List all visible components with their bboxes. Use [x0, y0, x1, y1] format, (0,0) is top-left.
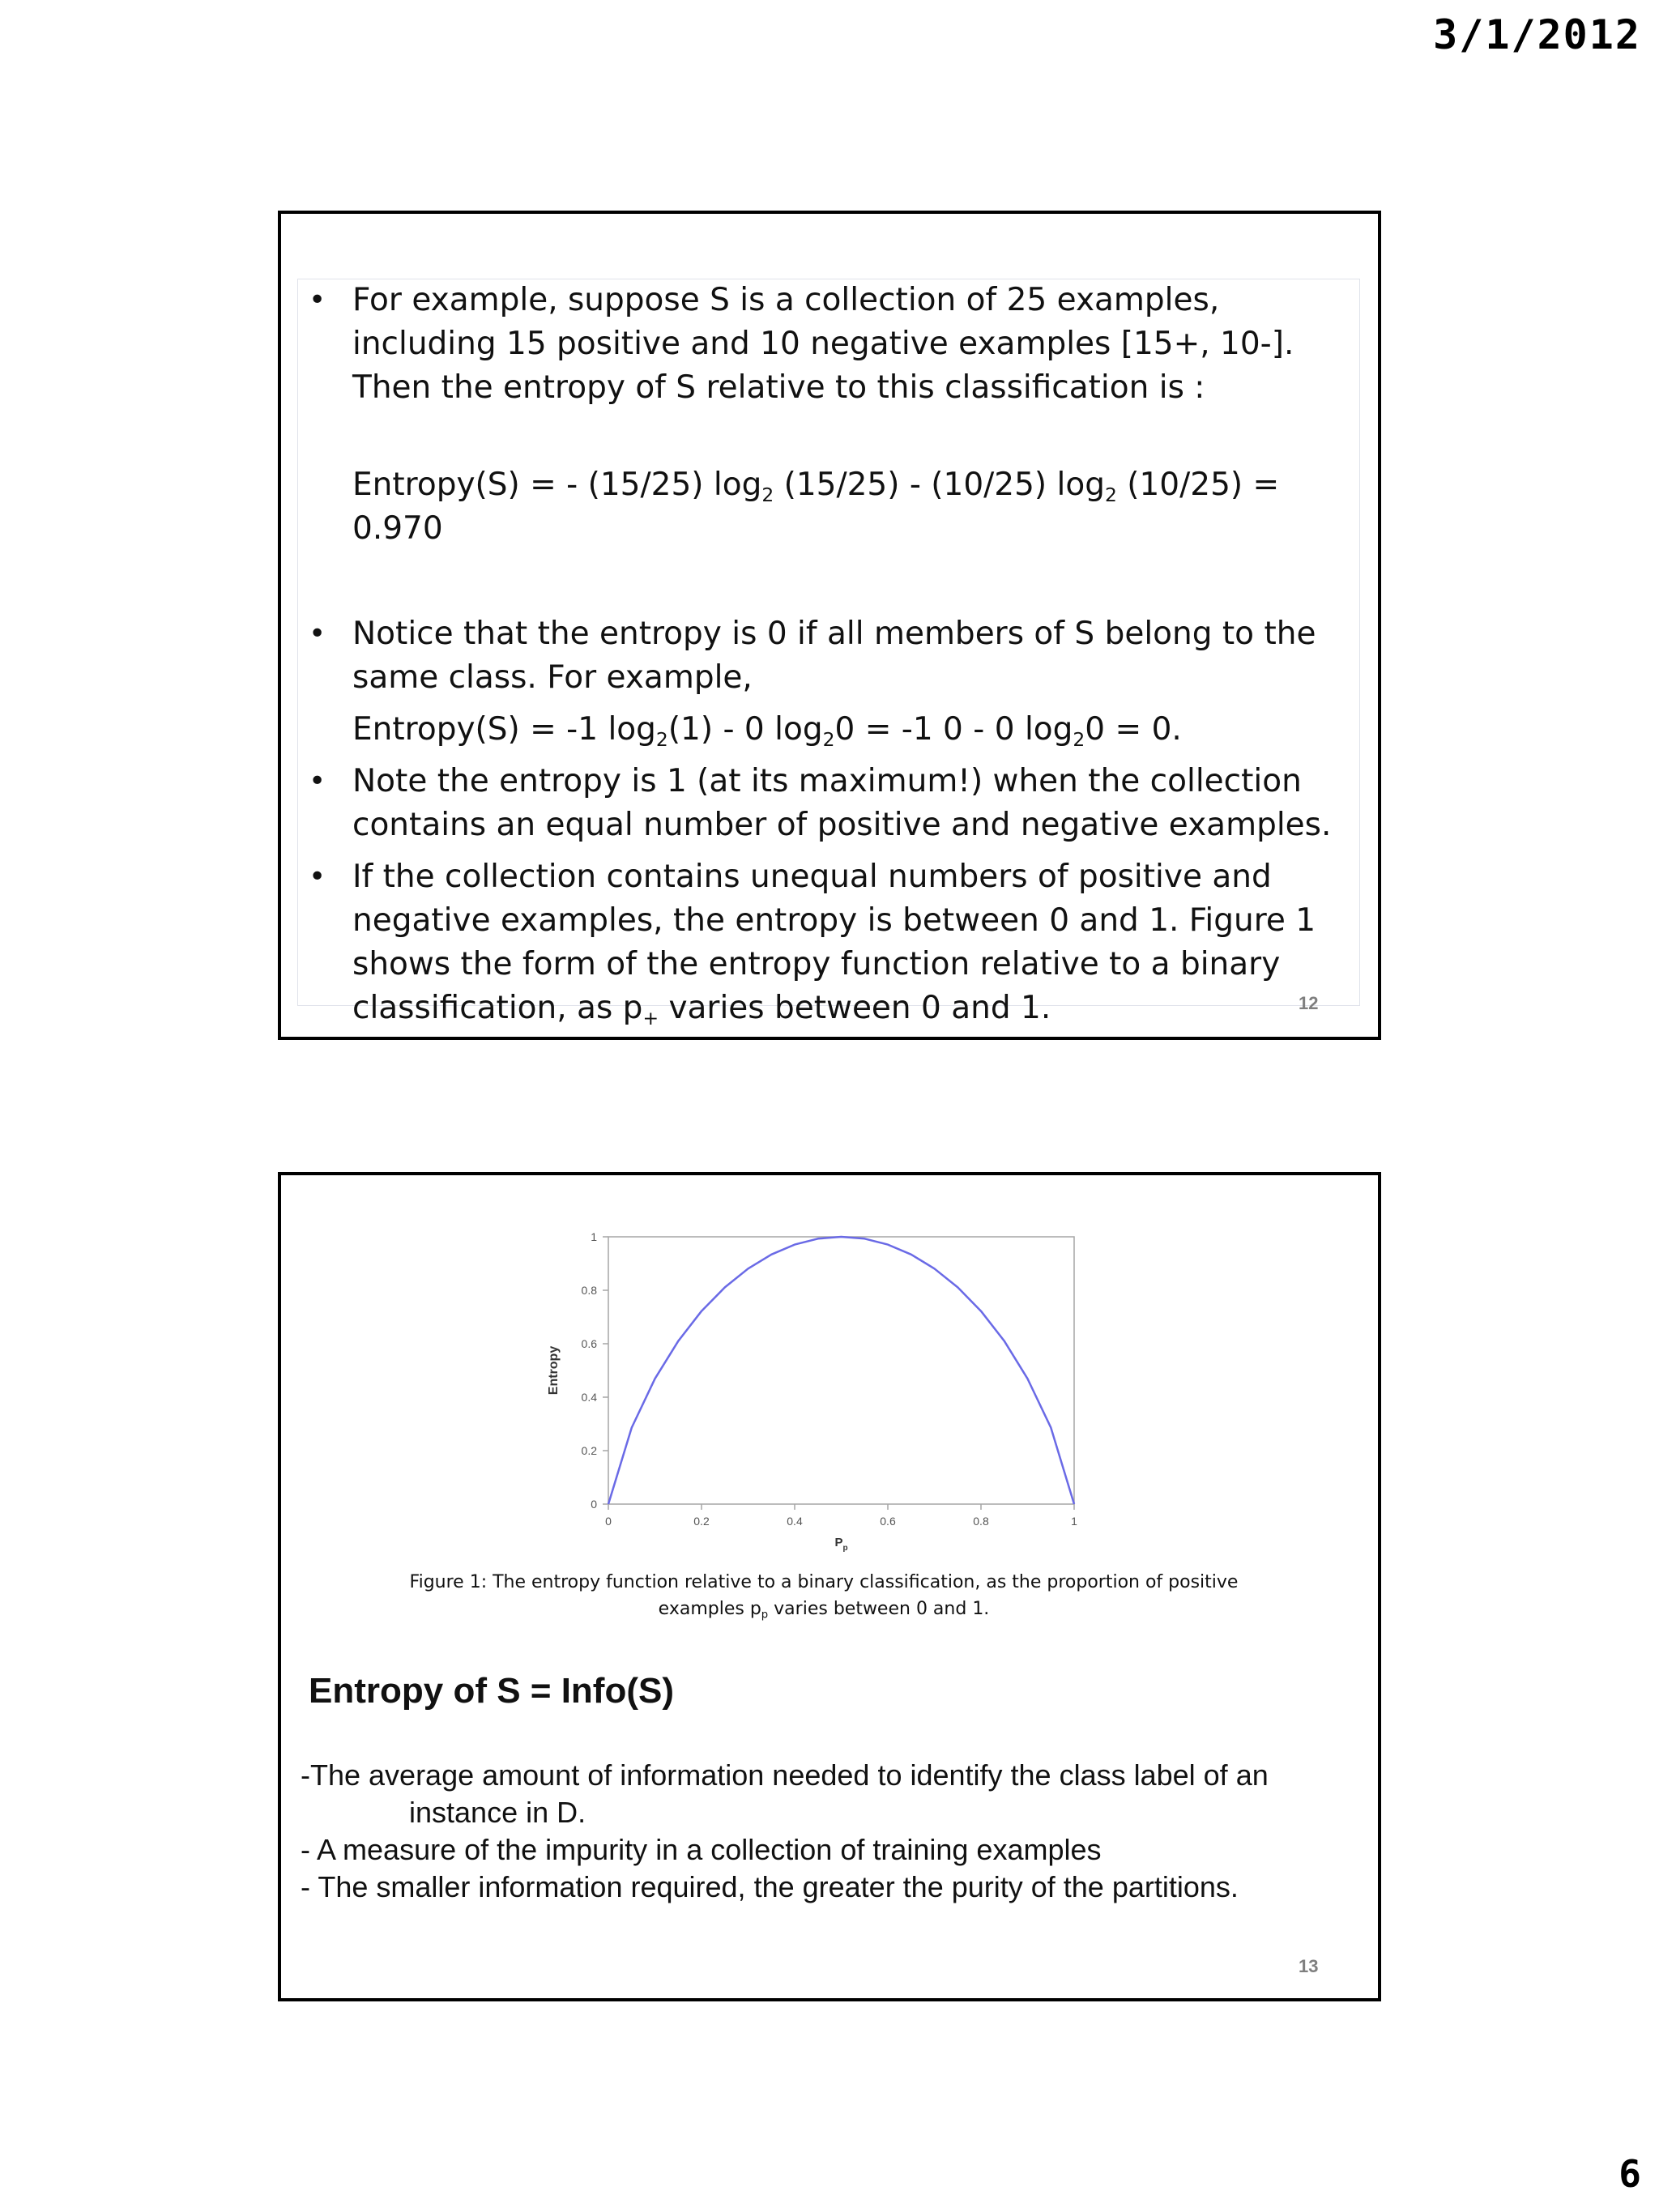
formula-part: (10/25) = 0.970 — [352, 467, 1280, 547]
y-tick-label: 0.2 — [581, 1444, 597, 1457]
slide-number: 12 — [1299, 993, 1319, 1013]
bullet-icon: • — [309, 765, 326, 798]
bullet-text-end: varies between 0 and 1. — [659, 990, 1051, 1026]
y-tick-label: 0 — [591, 1498, 597, 1511]
body-line-2: instance in D. — [409, 1796, 586, 1829]
body-line-4: - The smaller information required, the greater the purity of the partitions. — [301, 1870, 1239, 1903]
bullet-item-4 — [297, 855, 1360, 1030]
y-tick-label: 0.6 — [581, 1337, 597, 1350]
caption-part: varies between 0 and 1. — [768, 1599, 990, 1619]
caption-line-1: Figure 1: The entropy function relative to a binary classification, as the proportion of positive — [409, 1572, 1239, 1592]
y-tick-label: 1 — [591, 1230, 597, 1243]
page-date: 3/1/2012 — [1433, 11, 1641, 58]
slide-13-heading: Entropy of S = Info(S) — [309, 1671, 674, 1711]
y-tick-label: 0.8 — [581, 1284, 597, 1297]
formula-part: 0 = -1 0 - 0 log — [834, 711, 1073, 748]
formula-subscript: 2 — [761, 484, 774, 507]
formula-part: (15/25) - (10/25) log — [774, 467, 1105, 503]
formula-subscript: 2 — [655, 728, 668, 752]
bullet-icon: • — [309, 283, 326, 317]
x-tick-label: 0.6 — [880, 1515, 896, 1528]
bullet-item-3 — [297, 760, 1360, 847]
x-tick-label: 0 — [605, 1515, 612, 1528]
caption-subscript: p — [761, 1609, 769, 1622]
formula-subscript: 2 — [1073, 728, 1085, 752]
bullet-icon: • — [309, 860, 326, 893]
bullet-icon: • — [309, 617, 326, 650]
formula-part: 0 = 0. — [1085, 711, 1182, 748]
page-number: 6 — [1618, 2152, 1641, 2196]
x-axis-label — [834, 1536, 847, 1553]
caption-line-2 — [378, 1596, 1269, 1622]
entropy-formula-2 — [297, 708, 1360, 752]
bullet-text: Notice that the entropy is 0 if all members of S belong to the same class. For example, — [352, 616, 1316, 696]
body-line-3: - A measure of the impurity in a collection of training examples — [301, 1833, 1102, 1866]
formula-part: (1) - 0 log — [667, 711, 823, 748]
slide-12-text — [297, 279, 1360, 1030]
x-tick-label: 0.2 — [693, 1515, 710, 1528]
x-axis-label-main: P — [834, 1536, 843, 1549]
figure-caption — [378, 1569, 1269, 1622]
formula-subscript: 2 — [822, 728, 835, 752]
body-line-1: -The average amount of information needed to identify the class label of an — [301, 1758, 1269, 1792]
entropy-chart — [281, 1175, 1378, 1629]
slide-13-body — [301, 1757, 1354, 1906]
chart-svg — [281, 1175, 1378, 1629]
caption-part: examples p — [658, 1599, 761, 1619]
formula-part: Entropy(S) = -1 log — [352, 711, 656, 748]
slide-number: 13 — [1299, 1956, 1319, 1976]
formula-part: Entropy(S) = - (15/25) log — [352, 467, 762, 503]
entropy-formula-1 — [297, 463, 1360, 551]
x-tick-label: 0.8 — [973, 1515, 989, 1528]
bullet-text: For example, suppose S is a collection of 25 examples, including 15 positive and 10 negative examples [15+, 10-]. Then the entropy of S relative to this classification is : — [352, 282, 1294, 406]
slide-13 — [278, 1172, 1381, 2001]
bullet-item-2 — [297, 612, 1360, 700]
y-tick-label: 0.4 — [581, 1391, 597, 1404]
bullet-subscript: + — [642, 1007, 659, 1030]
x-tick-label: 1 — [1071, 1515, 1077, 1528]
bullet-item-1 — [297, 279, 1360, 410]
y-axis-label: Entropy — [547, 1345, 561, 1396]
x-tick-label: 0.4 — [787, 1515, 803, 1528]
x-axis-label-sub: p — [842, 1544, 848, 1553]
bullet-text: If the collection contains unequal numbers of positive and negative examples, the entropy is between 0 and 1. Figure 1 shows the form of the entropy function relative to a binary classification, as p — [352, 859, 1316, 1026]
plot-area-frame — [608, 1237, 1074, 1504]
slide-12 — [278, 211, 1381, 1040]
entropy-series-line — [608, 1237, 1074, 1504]
formula-subscript: 2 — [1104, 484, 1117, 507]
bullet-text: Note the entropy is 1 (at its maximum!) when the collection contains an equal number of positive and negative examples. — [352, 763, 1332, 843]
